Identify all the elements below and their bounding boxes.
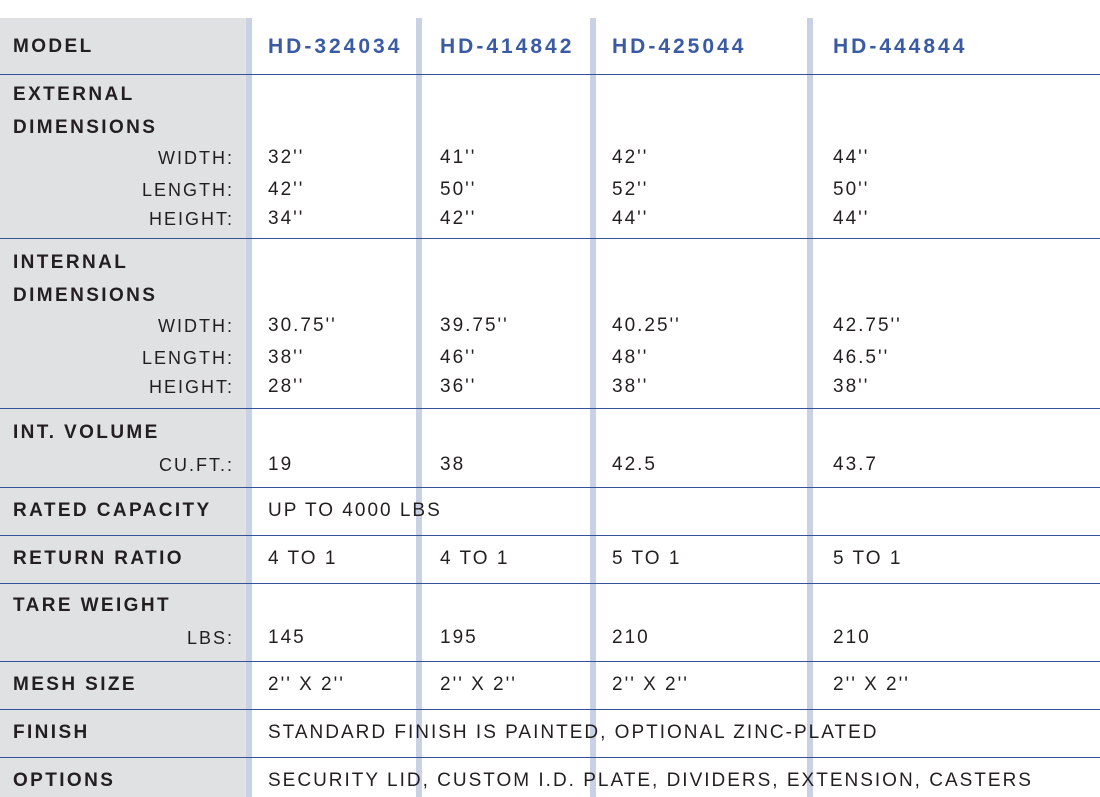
value-cell: 40.25'' <box>612 315 681 336</box>
value-cell: 5 TO 1 <box>612 548 682 569</box>
mesh-size-label: MESH SIZE <box>13 674 138 695</box>
tare-weight-unit-label: LBS: <box>186 628 234 648</box>
value-cell: 145 <box>268 627 306 648</box>
external-label-line2: DIMENSIONS <box>13 117 158 138</box>
row-divider <box>0 583 1100 584</box>
value-cell: 5 TO 1 <box>833 548 903 569</box>
value-cell: 28'' <box>268 376 305 397</box>
value-cell: 42'' <box>612 147 649 168</box>
width-label: WIDTH: <box>158 316 234 336</box>
value-cell: 46.5'' <box>833 347 890 368</box>
value-cell: 50'' <box>440 179 477 200</box>
row-divider <box>0 74 1100 75</box>
row-divider <box>0 487 1100 488</box>
value-cell: 42'' <box>440 208 477 229</box>
height-label: HEIGHT: <box>148 377 234 397</box>
value-cell: 2'' X 2'' <box>268 674 345 695</box>
finish-label: FINISH <box>13 722 90 743</box>
return-ratio-label: RETURN RATIO <box>13 548 184 569</box>
value-cell: 4 TO 1 <box>440 548 510 569</box>
value-cell: 42'' <box>268 179 305 200</box>
options-label: OPTIONS <box>13 770 116 791</box>
model-name: HD-425044 <box>612 35 747 58</box>
row-divider <box>0 408 1100 409</box>
value-cell: 4 TO 1 <box>268 548 338 569</box>
value-cell: 41'' <box>440 147 477 168</box>
row-divider <box>0 535 1100 536</box>
value-cell: 38'' <box>268 347 305 368</box>
row-divider <box>0 757 1100 758</box>
finish-value: STANDARD FINISH IS PAINTED, OPTIONAL ZINC-PLATED <box>268 722 879 743</box>
value-cell: 30.75'' <box>268 315 337 336</box>
value-cell: 38'' <box>833 376 870 397</box>
value-cell: 2'' X 2'' <box>440 674 517 695</box>
value-cell: 42.75'' <box>833 315 902 336</box>
value-cell: 46'' <box>440 347 477 368</box>
options-value: SECURITY LID, CUSTOM I.D. PLATE, DIVIDERS, EXTENSION, CASTERS <box>268 770 1033 791</box>
rated-capacity-value: UP TO 4000 LBS <box>268 500 442 521</box>
tare-weight-label: TARE WEIGHT <box>13 595 171 616</box>
value-cell: 210 <box>612 627 650 648</box>
row-divider <box>0 709 1100 710</box>
value-cell: 195 <box>440 627 478 648</box>
rated-capacity-label: RATED CAPACITY <box>13 500 212 521</box>
external-label-line1: EXTERNAL <box>13 84 135 105</box>
value-cell: 48'' <box>612 347 649 368</box>
value-cell: 32'' <box>268 147 305 168</box>
value-cell: 52'' <box>612 179 649 200</box>
value-cell: 42.5 <box>612 454 657 475</box>
value-cell: 39.75'' <box>440 315 509 336</box>
value-cell: 44'' <box>833 147 870 168</box>
value-cell: 210 <box>833 627 871 648</box>
value-cell: 2'' X 2'' <box>612 674 689 695</box>
value-cell: 38'' <box>612 376 649 397</box>
value-cell: 38 <box>440 454 466 475</box>
value-cell: 44'' <box>612 208 649 229</box>
value-cell: 43.7 <box>833 454 878 475</box>
volume-unit-label: CU.FT.: <box>159 455 234 475</box>
length-label: LENGTH: <box>141 348 234 368</box>
row-divider <box>0 661 1100 662</box>
model-label: MODEL <box>13 36 94 57</box>
width-label: WIDTH: <box>158 148 234 168</box>
value-cell: 50'' <box>833 179 870 200</box>
value-cell: 2'' X 2'' <box>833 674 910 695</box>
row-divider <box>0 238 1100 239</box>
value-cell: 34'' <box>268 208 305 229</box>
internal-label-line1: INTERNAL <box>13 252 129 273</box>
internal-label-line2: DIMENSIONS <box>13 285 158 306</box>
volume-label: INT. VOLUME <box>13 422 160 443</box>
model-name: HD-444844 <box>833 35 968 58</box>
length-label: LENGTH: <box>141 180 234 200</box>
value-cell: 44'' <box>833 208 870 229</box>
value-cell: 36'' <box>440 376 477 397</box>
value-cell: 19 <box>268 454 294 475</box>
model-name: HD-414842 <box>440 35 575 58</box>
model-name: HD-324034 <box>268 35 403 58</box>
height-label: HEIGHT: <box>148 209 234 229</box>
